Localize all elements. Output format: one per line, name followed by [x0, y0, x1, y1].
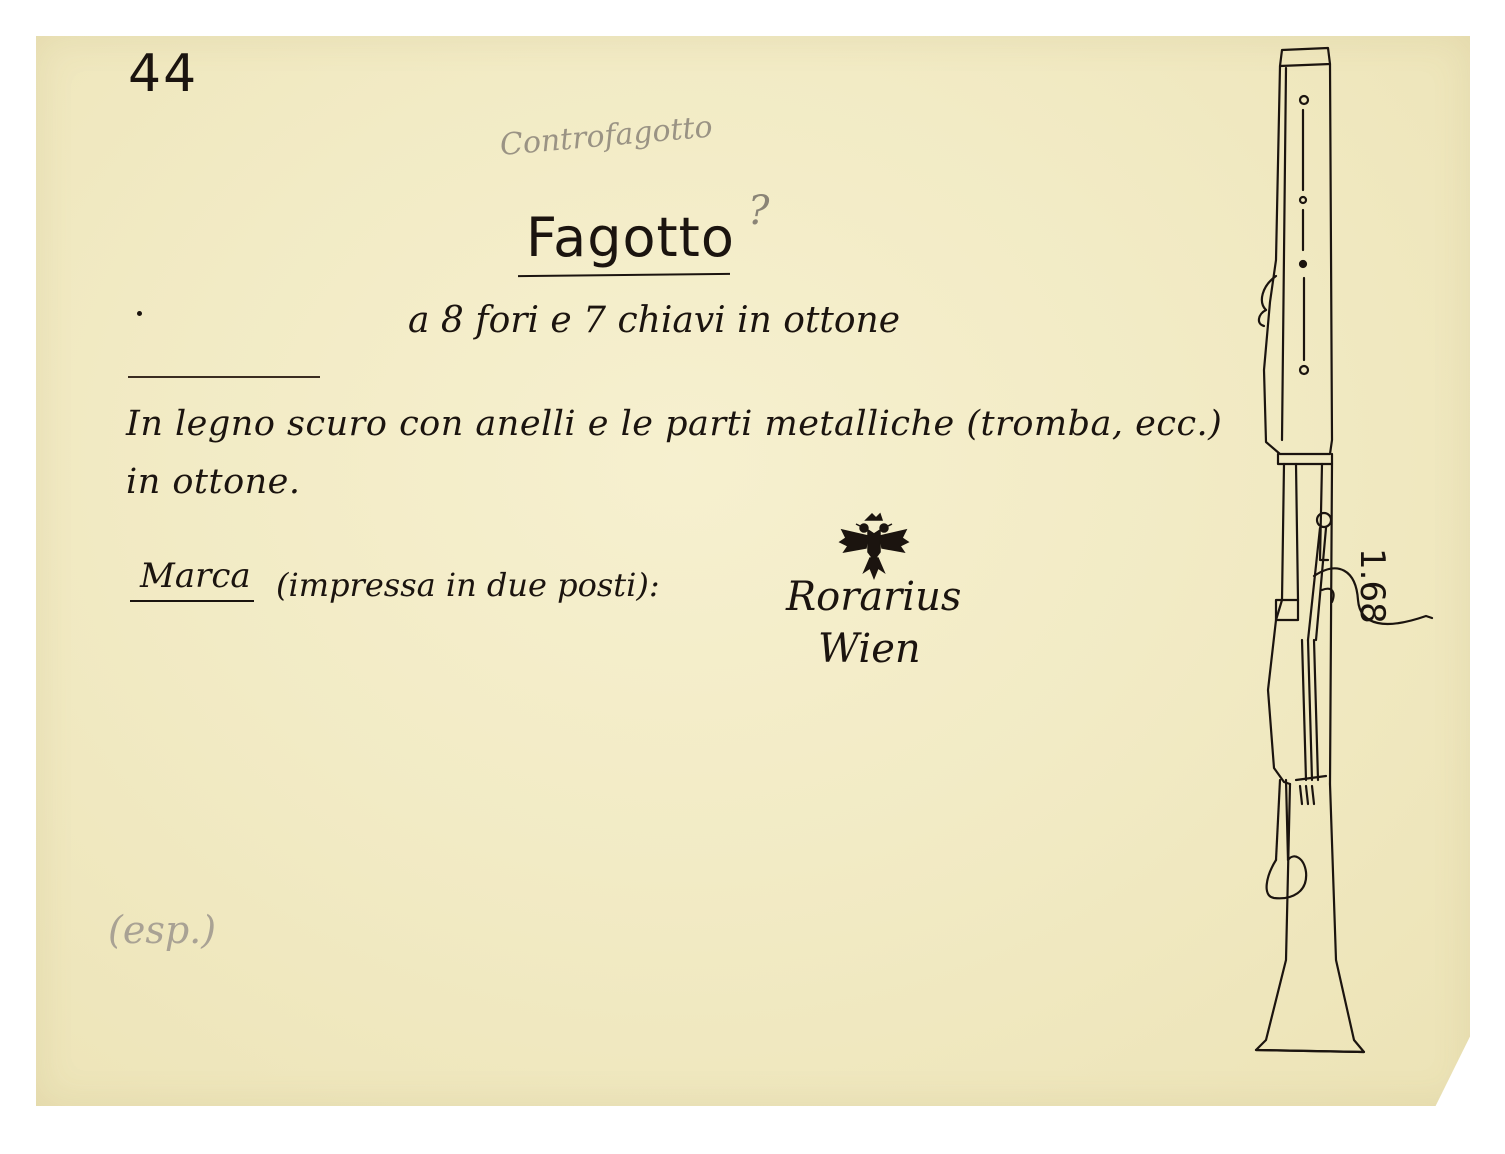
maker-city: Wien — [818, 626, 921, 672]
bassoon-drawing — [1236, 40, 1466, 1060]
maker-name: Rorarius — [786, 574, 962, 620]
double-headed-eagle-icon — [838, 512, 910, 582]
separator-line — [128, 376, 320, 378]
description-line-1: In legno scuro con anelli e le parti metalliche (tromba, ecc.) — [126, 404, 1223, 444]
description-line-2: in ottone. — [126, 462, 301, 502]
ink-dot — [137, 311, 142, 316]
card-title: Fagotto — [526, 206, 735, 269]
inventory-reference: 1.68 — [1352, 548, 1392, 624]
corner-pencil-note: (esp.) — [108, 908, 217, 952]
pencil-question-mark: ? — [748, 188, 770, 234]
mark-note: (impressa in due posti): — [276, 566, 660, 604]
pencil-note: Controfagotto — [498, 109, 714, 163]
mark-label-underline — [130, 600, 254, 602]
card-subtitle: a 8 fori e 7 chiavi in ottone — [408, 300, 901, 341]
card-number: 44 — [128, 44, 199, 104]
mark-label: Marca — [140, 556, 251, 596]
